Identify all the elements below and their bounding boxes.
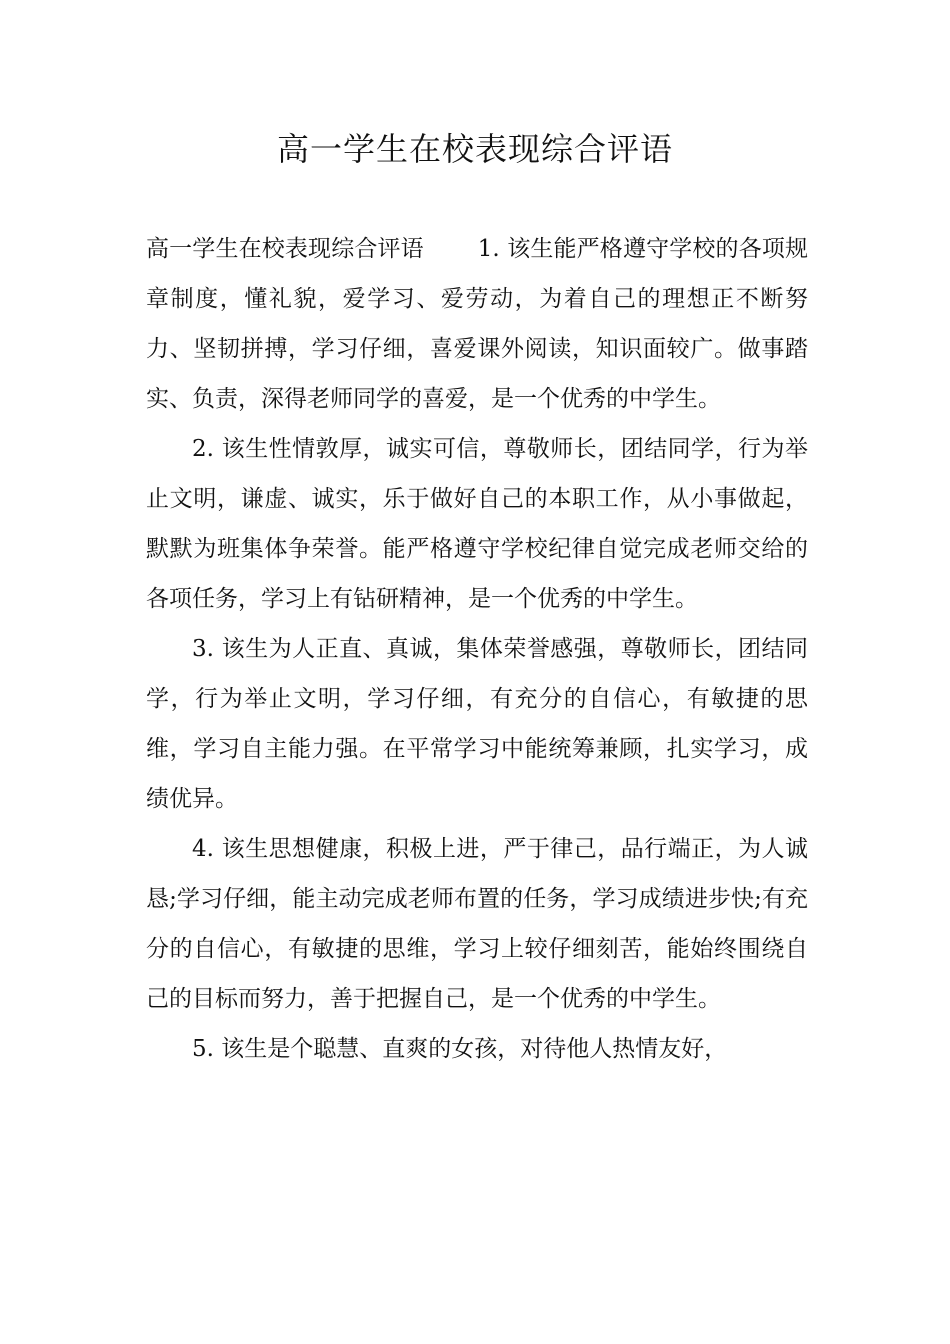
- document-title: 高一学生在校表现综合评语: [276, 130, 673, 168]
- paragraph-1-text: 1. 该生能严格遵守学校的各项规章制度，懂礼貌，爱学习、爱劳动，为着自己的理想正不断努力、坚韧拼搏，学习仔细，喜爱课外阅读，知识面较广。做事踏实、负责，深得老师同学的喜爱，是一个优秀的中学生。: [146, 236, 808, 412]
- paragraph-1: [146, 224, 808, 424]
- paragraph-3: 3. 该生为人正直、真诚，集体荣誉感强，尊敬师长，团结同学，行为举止文明，学习仔细，有充分的自信心，有敏捷的思维，学习自主能力强。在平常学习中能统筹兼顾，扎实学习，成绩优异。: [146, 636, 808, 812]
- paragraph-4: 4. 该生思想健康，积极上进，严于律己，品行端正，为人诚恳;学习仔细，能主动完成老师布置的任务，学习成绩进步快;有充分的自信心，有敏捷的思维，学习上较仔细刻苦，能始终围绕自己的目标而努力，善于把握自己，是一个优秀的中学生。: [146, 836, 808, 1012]
- intro-heading: 高一学生在校表现综合评语: [146, 236, 424, 262]
- paragraph-2: 2. 该生性情敦厚，诚实可信，尊敬师长，团结同学，行为举止文明，谦虚、诚实，乐于做好自己的本职工作，从小事做起，默默为班集体争荣誉。能严格遵守学校纪律自觉完成老师交给的各项任务，学习上有钻研精神，是一个优秀的中学生。: [146, 436, 808, 612]
- paragraph-5: 5. 该生是个聪慧、直爽的女孩，对待他人热情友好，: [192, 1036, 728, 1062]
- document-body: [146, 224, 808, 1074]
